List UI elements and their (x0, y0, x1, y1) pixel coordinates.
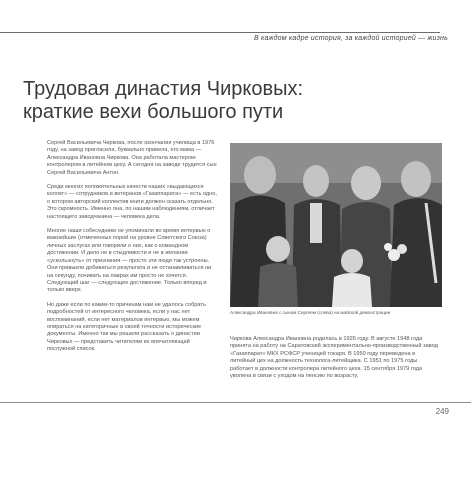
photo-caption: Александра Ивановна с сыном Сергеем (слева) на майской демонстрации (230, 310, 391, 315)
article-title (23, 78, 443, 124)
article-title-line-2: краткие вехи большого пути (23, 101, 284, 123)
left-text-column (47, 140, 217, 361)
paragraph: Сергей Васильевича Чиркова, после окончания училища в 1976 году, на завод пригласила, буквально привела, его мама — Александра Ивановна Чиркова. Она работала мастером-контролером в литейном цеху. А сегодня на заводе трудится сын Сергей Васильевича Антон. (47, 140, 217, 176)
header-rule (0, 32, 440, 33)
historical-photo (230, 143, 442, 307)
footer-rule (0, 402, 471, 403)
paragraph: Многие наши собеседники не упоминали во время интервью о важнейших (отмеченных порой на уровне Советского Союза) личных заслугах или говорили о них, как о командном достижении. И дело не в стыдливости и не в желании «ускользнуть» от признания — просто эти люди так устроены. Они привыкли добиваться результата и не останавливаться ни на секунду, почивать на лаврах им просто не хочется. Следующий шаг — следующее достижение. Только вперед и только вверх. (47, 228, 212, 294)
paragraph: Но даже если по каким-то причинам нам не удалось собрать подробностей от интересного человека, если у нас нет воспоминаний, если нет материалов интервью, мы можем опираться на категоричные в своей точности исторические документы. Именно так мы решили рассказать о династии Чирковых — представить читателям их впечатляющий послужной список. (47, 301, 206, 353)
paragraph: Чиркова Александра Ивановна родилась в 1926 году. В августе 1948 года принята на работу на Саратовский экспериментально-производственный завод «Газаппарат» МКХ РСФСР ученицей токаря. В 1950 году переведена в литейный цех на должность технолога-литейщика. С 1951 по 1975 годы работает в должности контролера литейного цеха. 15 сентября 1979 года уволена в связи с уходом на пенсию по возрасту. (230, 336, 438, 380)
photo-illustration (230, 143, 442, 307)
paragraph: Среди многих положительных качеств наших «выдающихся коллег» — сотрудников и ветеранов «Газаппарата» — есть одно, о котором авторский коллектив книги должен сказать отдельно. Это скромность. Именно она, по нашим наблюдениям, отличает настоящего заводчанина — человека дела. (47, 184, 217, 220)
running-title: В каждом кадре история, за каждой историей — жизнь (253, 35, 448, 42)
page-number: 249 (435, 407, 449, 416)
right-text-column (230, 336, 442, 387)
article-title-line-1: Трудовая династия Чирковых: (23, 78, 304, 100)
